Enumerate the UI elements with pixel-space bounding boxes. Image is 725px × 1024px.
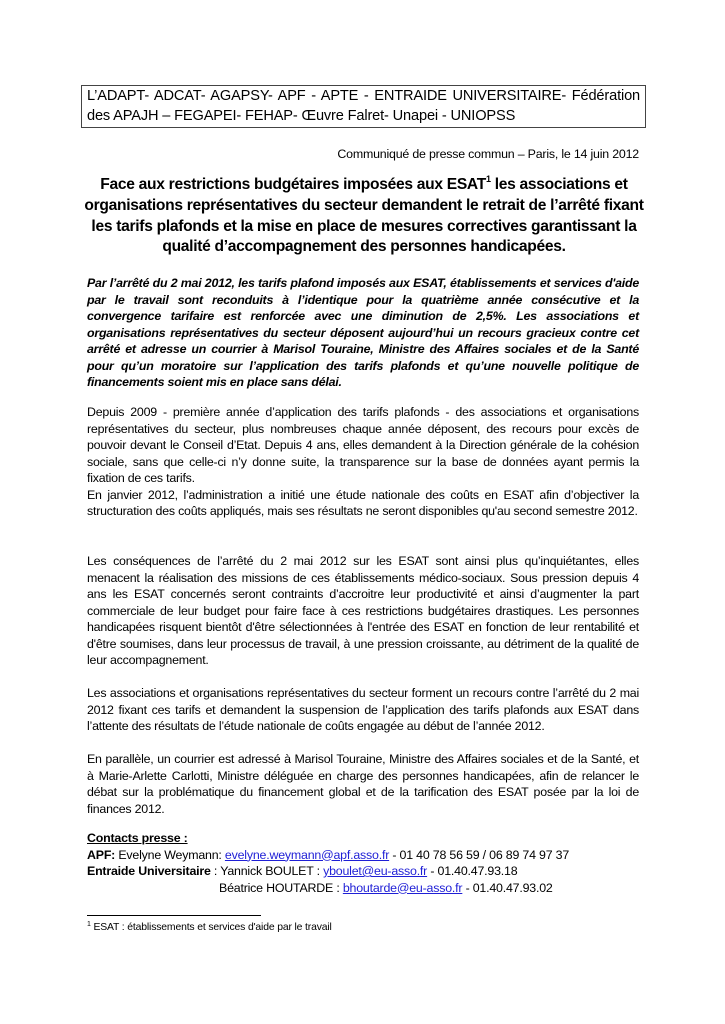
press-contacts xyxy=(87,830,647,896)
contact-row-entraide-boulet xyxy=(87,863,647,880)
paragraph-recours-suspension: Les associations et organisations représentatives du secteur forment un recours contre l’arrêté du 2 mai 2012 fixant ces tarifs et demandent la suspension de l’application des tarifs plafonds aux ESAT dans l’attente des résultats de l’étude nationale de coûts engagée au début de l’année 2012. xyxy=(87,686,639,733)
contact-name: Evelyne Weymann: xyxy=(115,847,225,862)
paragraph-history xyxy=(87,404,639,520)
contact-phone: - 01.40.47.93.18 xyxy=(427,864,518,878)
contact-email-link[interactable]: evelyne.weymann@apf.asso.fr xyxy=(224,847,390,862)
contact-email-link[interactable]: bhoutarde@eu-asso.fr xyxy=(342,880,463,895)
contact-org: APF: xyxy=(87,847,116,862)
paragraph-consequences: Les conséquences de l’arrêté du 2 mai 2012 sur les ESAT sont ainsi plus qu’inquiétantes, elles menacent la réalisation des missions de ces établissements médico-sociaux. Sous pression depuis 4 ans les ESAT concernés seront contraints d’accroitre leur productivité et ainsi d’augmenter la part commerciale de leur budget pour faire face à ces restrictions budgétaires drastiques. Les personnes handicapées risquent bientôt d'être sélectionnées à l'entrée des ESAT en fonction de leur rentabilité et d'être soumises, dans leur processus de travail, à une pression croissante, au détriment de la qualité de leur accompagnement. xyxy=(87,554,639,667)
title-footnote-ref[interactable]: 1 xyxy=(485,174,491,184)
organisations-list: L’ADAPT- ADCAT- AGAPSY- APF - APTE - ENTRAIDE UNIVERSITAIRE- Fédération des APAJH – FEGAPEI- FEHAP- Œuvre Falret- Unapei - UNIOPSS xyxy=(87,88,640,124)
paragraph-etude: En janvier 2012, l’administration a initié une étude nationale des coûts en ESAT afin d’objectiver la structuration des coûts appliqués, mais ses résultats ne seront disponibles qu'au second semestre 2012. xyxy=(87,487,639,518)
contact-row-apf xyxy=(87,847,647,864)
contact-name: Béatrice HOUTARDE : xyxy=(219,880,343,895)
contact-row-entraide-houtarde xyxy=(87,880,647,897)
footnote-number: 1 xyxy=(87,921,91,928)
paragraph-courrier: En parallèle, un courrier est adressé à Marisol Touraine, Ministre des Affaires sociales et de la Santé, et à Marie-Arlette Carlotti, Ministre déléguée en charge des personnes handicapées, afin de relancer le débat sur la problématique du financement global et de la tarification des ESAT posée par la loi de finances 2012. xyxy=(87,752,639,816)
press-release-title xyxy=(84,175,644,258)
contact-email-link[interactable]: yboulet@eu-asso.fr xyxy=(323,864,428,878)
contact-phone: - 01 40 78 56 59 / 06 89 74 97 37 xyxy=(389,847,570,862)
footnote xyxy=(87,921,332,935)
contacts-heading: Contacts presse : xyxy=(87,831,188,845)
contact-phone: - 01.40.47.93.02 xyxy=(462,880,553,895)
dateline: Communiqué de presse commun – Paris, le 14 juin 2012 xyxy=(337,147,639,161)
paragraph-recours: Depuis 2009 - première année d’application des tarifs plafonds - des associations et organisations représentatives du secteur, plus nombreuses chaque année déposent, des recours pour excès de pouvoir devant le Conseil d’Etat. Depuis 4 ans, elles demandent à la Direction générale de la cohésion sociale, sans que celle-ci n’y donne suite, la transparence sur la base de données ayant permis la fixation de ces tarifs. xyxy=(87,405,639,485)
footnote-separator xyxy=(87,915,261,916)
footnote-text: ESAT : établissements et services d'aide par le travail xyxy=(90,922,332,933)
lead-paragraph: Par l’arrêté du 2 mai 2012, les tarifs plafond imposés aux ESAT, établissements et services d'aide par le travail sont reconduits à l’identique pour la quatrième année consécutive et la convergence tarifaire est renforcée avec une diminution de 2,5%. Les associations et organisations représentatives du secteur déposent aujourd’hui un recours gracieux contre cet arrêté et adresse un courrier à Marisol Touraine, Ministre des Affaires sociales et de la Santé pour qu’un moratoire sur l’application des tarifs plafonds et qu’une nouvelle politique de financements soient mis en place sans délai. xyxy=(87,276,639,389)
title-part-1: Face aux restrictions budgétaires imposées aux ESAT xyxy=(100,176,486,193)
organisations-box xyxy=(81,85,646,128)
title-part-2: les associations et organisations représentatives du secteur demandent le retrait de l’arrêté fixant les tarifs plafonds et la mise en place de mesures correctives garantissant la qualité d’accompagnement des personnes handicapées. xyxy=(84,176,644,256)
contact-org: Entraide Universitaire xyxy=(87,864,211,878)
contact-name: : Yannick BOULET : xyxy=(210,864,324,878)
